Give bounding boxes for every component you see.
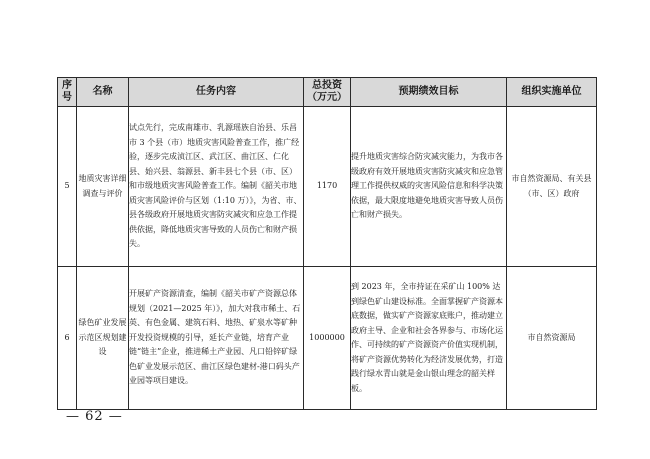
table-body xyxy=(58,107,597,410)
header-name: 名称 xyxy=(77,78,129,107)
table-row xyxy=(58,107,597,267)
header-goal: 预期绩效目标 xyxy=(351,78,507,107)
table-header xyxy=(58,78,597,107)
header-investment: 总投资（万元） xyxy=(304,78,351,107)
header-content: 任务内容 xyxy=(129,78,304,107)
cell-org: 市自然资源局 xyxy=(507,267,597,410)
cell-no: 6 xyxy=(58,267,77,410)
task-table xyxy=(57,77,597,410)
cell-no: 5 xyxy=(58,107,77,267)
cell-content: 试点先行，完成南雄市、乳源瑶族自治县、乐昌市 3 个县（市）地质灾害风险普查工作，推广经验，逐步完成浈江区、武江区、曲江区、仁化县、始兴县、翁源县、新丰县七个县（市、区）和市级地质灾害风险普查工作。编制《韶关市地质灾害风险评价与区划（1:10 万）》，为省、市、县各级政府开展地质灾害防灾减灾和应急工作提供依据，降低地质灾害导致的人员伤亡和财产损失。 xyxy=(129,107,304,267)
page-number: — 62 — xyxy=(66,409,123,424)
cell-name: 绿色矿业发展示范区规划建设 xyxy=(77,267,129,410)
cell-investment: 1170 xyxy=(304,107,351,267)
header-row xyxy=(58,78,597,107)
cell-investment: 1000000 xyxy=(304,267,351,410)
cell-name: 地质灾害详细调查与评价 xyxy=(77,107,129,267)
header-org: 组织实施单位 xyxy=(507,78,597,107)
cell-org: 市自然资源局、有关县（市、区）政府 xyxy=(507,107,597,267)
cell-content: 开展矿产资源清查，编制《韶关市矿产资源总体规划（2021—2025 年）》，加大对我市稀土、石英、有色金属、建筑石料、地热、矿泉水等矿种开发投资规模的引导，延长产业链，培育产业链“链主”企业，推进稀土产业园、凡口铅锌矿绿色矿业发展示范区、曲江区绿色建材-港口码头产业园等项目建设。 xyxy=(129,267,304,410)
header-no: 序号 xyxy=(58,78,77,107)
cell-goal: 提升地质灾害综合防灾减灾能力，为我市各级政府有效开展地质灾害防灾减灾和应急管理工作提供权威的灾害风险信息和科学决策依据，最大限度地避免地质灾害导致人员伤亡和财产损失。 xyxy=(351,107,507,267)
table-row xyxy=(58,267,597,410)
cell-goal: 到 2023 年，全市持证在采矿山 100% 达到绿色矿山建设标准。全面掌握矿产资源本底数据，做实矿产资源家底账户，推动建立政府主导、企业和社会各界参与、市场化运作、可持续的矿产资源资产价值实现机制，将矿产资源优势转化为经济发展优势，打造践行绿水青山就是金山银山理念的韶关样板。 xyxy=(351,267,507,410)
